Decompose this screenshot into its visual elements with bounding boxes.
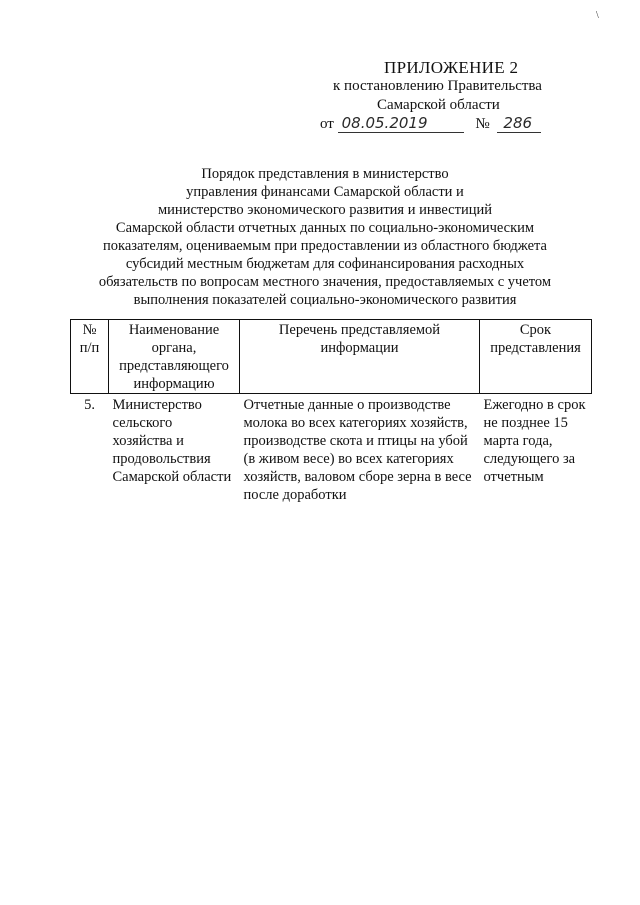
header-deadline: Срок представления	[480, 320, 592, 394]
title-line: управления финансами Самарской области и	[186, 184, 464, 200]
appendix-title: ПРИЛОЖЕНИЕ 2	[384, 58, 519, 77]
title-line: показателям, оцениваемым при предоставлении из областного бюджета	[103, 238, 547, 254]
title-line: Самарской области отчетных данных по социально-экономическим	[115, 220, 535, 236]
corner-mark: \	[596, 10, 599, 21]
appendix-decree-line: к постановлению Правительства	[333, 78, 542, 94]
cell-organization: Министерство сельского хозяйства и продовольствия Самарской области	[112, 397, 232, 485]
table-row	[71, 394, 592, 505]
document-title	[75, 165, 575, 309]
title-line: Порядок представления в министерство	[201, 166, 449, 182]
cell-number: 5.	[84, 397, 95, 413]
appendix-region-line: Самарской области	[377, 97, 500, 113]
handwritten-date: 08.05.2019	[338, 114, 464, 133]
header-information: Перечень представляемой информации	[240, 320, 480, 394]
header-number: № п/п	[71, 320, 109, 394]
header-organization: Наименование органа, представляющего информацию	[109, 320, 240, 394]
title-line: выполнения показателей социально-экономического развития	[133, 292, 517, 308]
decree-date-row	[320, 114, 541, 133]
number-prefix: №	[475, 116, 490, 132]
reporting-table	[70, 319, 592, 504]
handwritten-number: 286	[497, 114, 541, 133]
title-line: субсидий местным бюджетам для софинансирования расходных	[125, 256, 525, 272]
table-header-row	[71, 320, 592, 394]
cell-deadline: Ежегодно в срок не позднее 15 марта года, следующего за отчетным	[483, 397, 586, 485]
title-line: обязательств по вопросам местного значения, предоставляемых с учетом	[98, 274, 552, 290]
cell-information: Отчетные данные о производстве молока во всех категориях хозяйств, производстве скота и птицы на убой (в живом весе) во всех категориях хозяйств, валовом сборе зерна в весе после доработки	[243, 397, 472, 503]
date-prefix: от	[320, 116, 334, 132]
title-line: министерство экономического развития и инвестиций	[158, 202, 492, 218]
